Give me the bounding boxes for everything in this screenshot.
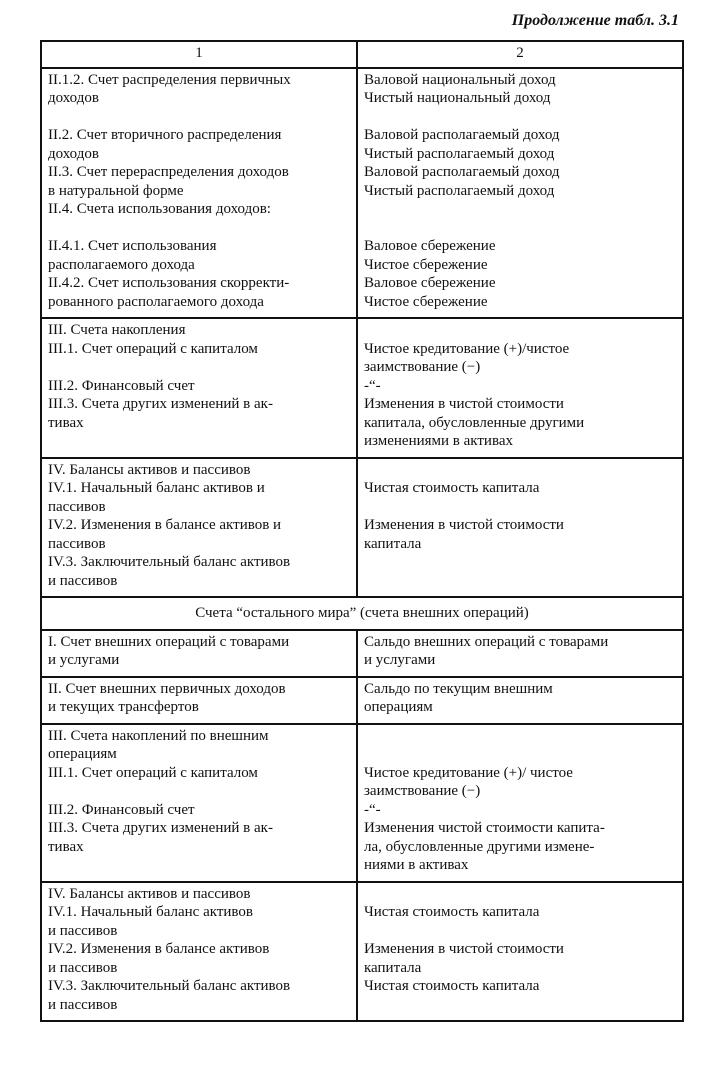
account-cell bbox=[41, 318, 357, 458]
account-line: пассивов bbox=[48, 498, 106, 515]
table-row bbox=[41, 318, 683, 458]
balancing-item-line bbox=[364, 745, 677, 764]
balancing-item-line bbox=[364, 321, 677, 340]
balancing-item-line: капитала, обусловленные другими bbox=[364, 414, 585, 431]
balancing-item-cell bbox=[357, 68, 683, 319]
account-line bbox=[48, 782, 351, 801]
account-line: пассивов bbox=[48, 535, 106, 552]
balancing-item-line: Чистое сбережение bbox=[364, 256, 488, 273]
table-row bbox=[41, 68, 683, 319]
account-line: III.3. Счета других изменений в ак- bbox=[48, 820, 273, 836]
balancing-item-line: Изменения в чистой стоимости bbox=[364, 517, 564, 533]
table-row bbox=[41, 630, 683, 677]
account-line: тивах bbox=[48, 414, 84, 431]
table-row bbox=[41, 677, 683, 724]
balancing-item-line: ниями в активах bbox=[364, 857, 469, 873]
account-line bbox=[48, 219, 351, 238]
balancing-item-line: и услугами bbox=[364, 652, 436, 668]
balancing-item-line: Чистый располагаемый доход bbox=[364, 145, 555, 162]
column-header-1: 1 bbox=[41, 41, 357, 68]
table-caption: Продолжение табл. 3.1 bbox=[511, 12, 679, 29]
account-line: I. Счет внешних операций с товарами bbox=[48, 633, 290, 650]
balancing-item-line: капитала bbox=[364, 959, 422, 976]
account-line: и текущих трансфертов bbox=[48, 699, 199, 715]
account-line: тивах bbox=[48, 838, 84, 855]
table-body-domestic bbox=[41, 68, 683, 598]
account-cell bbox=[41, 677, 357, 724]
account-cell bbox=[41, 630, 357, 677]
account-line: III. Счета накопления bbox=[48, 322, 186, 338]
account-line: IV. Балансы активов и пассивов bbox=[48, 885, 251, 902]
account-line: в натуральной форме bbox=[48, 182, 184, 199]
balancing-item-cell bbox=[357, 630, 683, 677]
balancing-item-cell bbox=[357, 724, 683, 882]
account-line: III.1. Счет операций с капиталом bbox=[48, 340, 258, 357]
account-cell bbox=[41, 882, 357, 1022]
balancing-item-line bbox=[364, 200, 677, 219]
account-line: IV.2. Изменения в балансе активов и bbox=[48, 517, 282, 533]
account-line: операциям bbox=[48, 746, 117, 762]
account-line: IV.3. Заключительный баланс активов bbox=[48, 978, 291, 994]
balancing-item-line: Валовой располагаемый доход bbox=[364, 164, 560, 180]
balancing-item-line: Чистый располагаемый доход bbox=[364, 182, 555, 199]
balancing-item-line: Чистая стоимость капитала bbox=[364, 480, 540, 496]
account-line: II.3. Счет перераспределения доходов bbox=[48, 164, 289, 180]
account-line: II.4. Счета использования доходов: bbox=[48, 201, 271, 217]
table-header-row bbox=[41, 41, 683, 68]
account-line: доходов bbox=[48, 90, 99, 106]
account-line: IV.1. Начальный баланс активов и bbox=[48, 480, 265, 496]
account-line: и пассивов bbox=[48, 996, 118, 1013]
balancing-item-line: Валовой располагаемый доход bbox=[364, 127, 560, 143]
balancing-item-line bbox=[364, 219, 677, 238]
table-row bbox=[41, 724, 683, 882]
balancing-item-line bbox=[364, 922, 677, 941]
account-line: II. Счет внешних первичных доходов bbox=[48, 680, 286, 697]
accounts-table bbox=[40, 40, 684, 1022]
account-line: и пассивов bbox=[48, 922, 118, 939]
account-line: III. Счета накоплений по внешним bbox=[48, 727, 269, 744]
balancing-item-line: -“- bbox=[364, 377, 381, 394]
account-line: рованного располагаемого дохода bbox=[48, 293, 264, 310]
balancing-item-cell bbox=[357, 677, 683, 724]
account-line: II.2. Счет вторичного распределения bbox=[48, 127, 282, 143]
balancing-item-line: Чистая стоимость капитала bbox=[364, 904, 540, 920]
account-line: III.2. Финансовый счет bbox=[48, 801, 195, 818]
balancing-item-line: капитала bbox=[364, 535, 422, 552]
account-line: и пассивов bbox=[48, 959, 118, 976]
table-row bbox=[41, 882, 683, 1022]
balancing-item-line: Изменения чистой стоимости капита- bbox=[364, 820, 605, 836]
account-line: IV.3. Заключительный баланс активов bbox=[48, 554, 291, 570]
balancing-item-line: операциям bbox=[364, 699, 433, 715]
section-row bbox=[41, 597, 683, 630]
balancing-item-line bbox=[364, 108, 677, 127]
account-line: IV.1. Начальный баланс активов bbox=[48, 904, 253, 920]
table-row bbox=[41, 458, 683, 598]
balancing-item-line bbox=[364, 461, 677, 480]
balancing-item-line: Изменения в чистой стоимости bbox=[364, 941, 564, 957]
balancing-item-line: заимствование (−) bbox=[364, 359, 481, 375]
account-line: доходов bbox=[48, 145, 99, 162]
account-line: и пассивов bbox=[48, 572, 118, 589]
account-line: III.2. Финансовый счет bbox=[48, 377, 195, 394]
section-title: Счета “остального мира” (счета внешних операций) bbox=[41, 597, 683, 630]
column-header-2: 2 bbox=[357, 41, 683, 68]
table-body-rest-of-world bbox=[41, 630, 683, 1022]
account-line: II.1.2. Счет распределения первичных bbox=[48, 71, 291, 88]
balancing-item-line: Сальдо по текущим внешним bbox=[364, 680, 553, 697]
balancing-item-line: Чистое сбережение bbox=[364, 293, 488, 310]
balancing-item-line: Чистое кредитование (+)/ чистое bbox=[364, 764, 573, 781]
account-cell bbox=[41, 68, 357, 319]
account-line: III.1. Счет операций с капиталом bbox=[48, 764, 258, 781]
balancing-item-line: изменениями в активах bbox=[364, 433, 514, 449]
balancing-item-line bbox=[364, 885, 677, 904]
account-line: II.4.1. Счет использования bbox=[48, 238, 217, 254]
account-cell bbox=[41, 724, 357, 882]
balancing-item-line: Чистый национальный доход bbox=[364, 90, 551, 106]
account-line: IV. Балансы активов и пассивов bbox=[48, 461, 251, 478]
balancing-item-line: Валовой национальный доход bbox=[364, 71, 556, 88]
account-line bbox=[48, 358, 351, 377]
balancing-item-line bbox=[364, 498, 677, 517]
balancing-item-line: Сальдо внешних операций с товарами bbox=[364, 633, 609, 650]
balancing-item-cell bbox=[357, 458, 683, 598]
balancing-item-line: Чистая стоимость капитала bbox=[364, 978, 540, 994]
balancing-item-line: Чистое кредитование (+)/чистое bbox=[364, 340, 570, 357]
balancing-item-cell bbox=[357, 318, 683, 458]
balancing-item-line: ла, обусловленные другими измене- bbox=[364, 838, 595, 855]
account-line bbox=[48, 108, 351, 127]
balancing-item-line: Валовое сбережение bbox=[364, 238, 496, 254]
account-line: III.3. Счета других изменений в ак- bbox=[48, 396, 273, 412]
balancing-item-line: -“- bbox=[364, 801, 381, 818]
balancing-item-line: заимствование (−) bbox=[364, 783, 481, 799]
balancing-item-line: Изменения в чистой стоимости bbox=[364, 396, 564, 412]
account-line: II.4.2. Счет использования скорректи- bbox=[48, 275, 290, 291]
account-line: IV.2. Изменения в балансе активов bbox=[48, 941, 270, 957]
balancing-item-cell bbox=[357, 882, 683, 1022]
balancing-item-line: Валовое сбережение bbox=[364, 275, 496, 291]
account-line: располагаемого дохода bbox=[48, 256, 195, 273]
balancing-item-line bbox=[364, 727, 677, 746]
account-cell bbox=[41, 458, 357, 598]
account-line: и услугами bbox=[48, 652, 120, 668]
